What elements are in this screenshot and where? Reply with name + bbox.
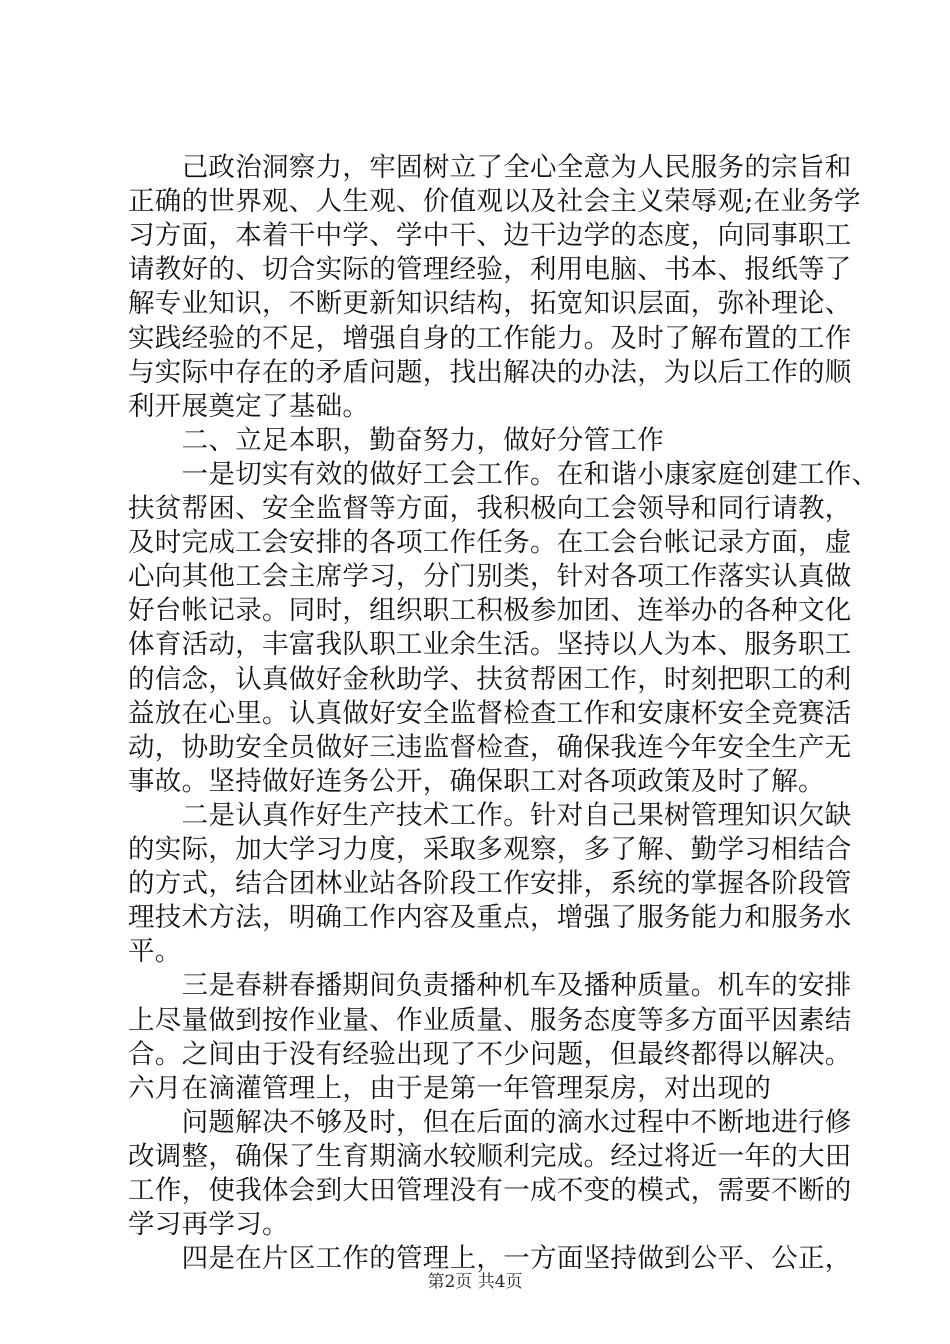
text-line: 事故。坚持做好连务公开，确保职工对各项政策及时了解。: [128, 765, 825, 797]
text-line: 二是认真作好生产技术工作。针对自己果树管理知识欠缺: [128, 799, 852, 831]
text-line: 平。: [128, 936, 182, 968]
text-line: 正确的世界观、人生观、价值观以及社会主义荣辱观;在业务学: [128, 186, 861, 218]
page-footer: 第2页 共4页: [427, 1272, 523, 1292]
text-line: 与实际中存在的矛盾问题，找出解决的办法，为以后工作的顺: [128, 356, 852, 388]
text-line: 上尽量做到按作业量、作业质量、服务态度等多方面平因素结: [128, 1004, 852, 1036]
text-line: 利开展奠定了基础。: [128, 390, 370, 422]
text-line: 解专业知识，不断更新知识结构，拓宽知识层面，弥补理论、: [128, 288, 852, 320]
text-line: 的信念，认真做好金秋助学、扶贫帮困工作，时刻把职工的利: [128, 663, 852, 695]
text-line: 合。之间由于没有经验出现了不少问题，但最终都得以解决。: [128, 1038, 852, 1070]
text-line: 改调整，确保了生育期滴水较顺利完成。经过将近一年的大田: [128, 1140, 852, 1172]
text-line: 的方式，结合团林业站各阶段工作安排，系统的掌握各阶段管: [128, 868, 852, 900]
text-line: 二、立足本职，勤奋努力，做好分管工作: [128, 424, 664, 456]
text-line: 扶贫帮困、安全监督等方面，我积极向工会领导和同行请教，: [128, 493, 852, 524]
text-line: 己政治洞察力，牢固树立了全心全意为人民服务的宗旨和: [128, 152, 852, 183]
text-line: 一是切实有效的做好工会工作。在和谐小康家庭创建工作、: [128, 458, 879, 490]
text-line: 动，协助安全员做好三违监督检查，确保我连今年安全生产无: [128, 731, 852, 763]
text-line: 及时完成工会安排的各项工作任务。在工会台帐记录方面，虚: [128, 527, 852, 559]
text-line: 体育活动，丰富我队职工业余生活。坚持以人为本、服务职工: [128, 629, 852, 661]
text-line: 的实际，加大学习力度，采取多观察，多了解、勤学习相结合: [128, 834, 852, 865]
text-line: 请教好的、切合实际的管理经验，利用电脑、书本、报纸等了: [128, 254, 852, 286]
text-line: 好台帐记录。同时，组织职工积极参加团、连举办的各种文化: [128, 595, 852, 627]
text-line: 习方面，本着干中学、学中干、边干边学的态度，向同事职工: [128, 220, 852, 252]
text-line: 理技术方法，明确工作内容及重点，增强了服务能力和服务水: [128, 902, 852, 934]
text-line: 三是春耕春播期间负责播种机车及播种质量。机车的安排: [128, 970, 852, 1002]
text-line: 四是在片区工作的管理上，一方面坚持做到公平、公正，: [128, 1243, 852, 1275]
text-line: 问题解决不够及时，但在后面的滴水过程中不断地进行修: [128, 1106, 852, 1138]
text-line: 益放在心里。认真做好安全监督检查工作和安康杯安全竞赛活: [128, 697, 852, 729]
text-line: 学习再学习。: [128, 1209, 289, 1241]
text-line: 心向其他工会主席学习，分门别类，针对各项工作落实认真做: [128, 561, 852, 593]
text-line: 实践经验的不足，增强自身的工作能力。及时了解布置的工作: [128, 322, 852, 354]
text-line: 工作，使我体会到大田管理没有一成不变的模式，需要不断的: [128, 1175, 852, 1206]
text-line: 六月在滴灌管理上，由于是第一年管理泵房，对出现的: [128, 1072, 772, 1104]
